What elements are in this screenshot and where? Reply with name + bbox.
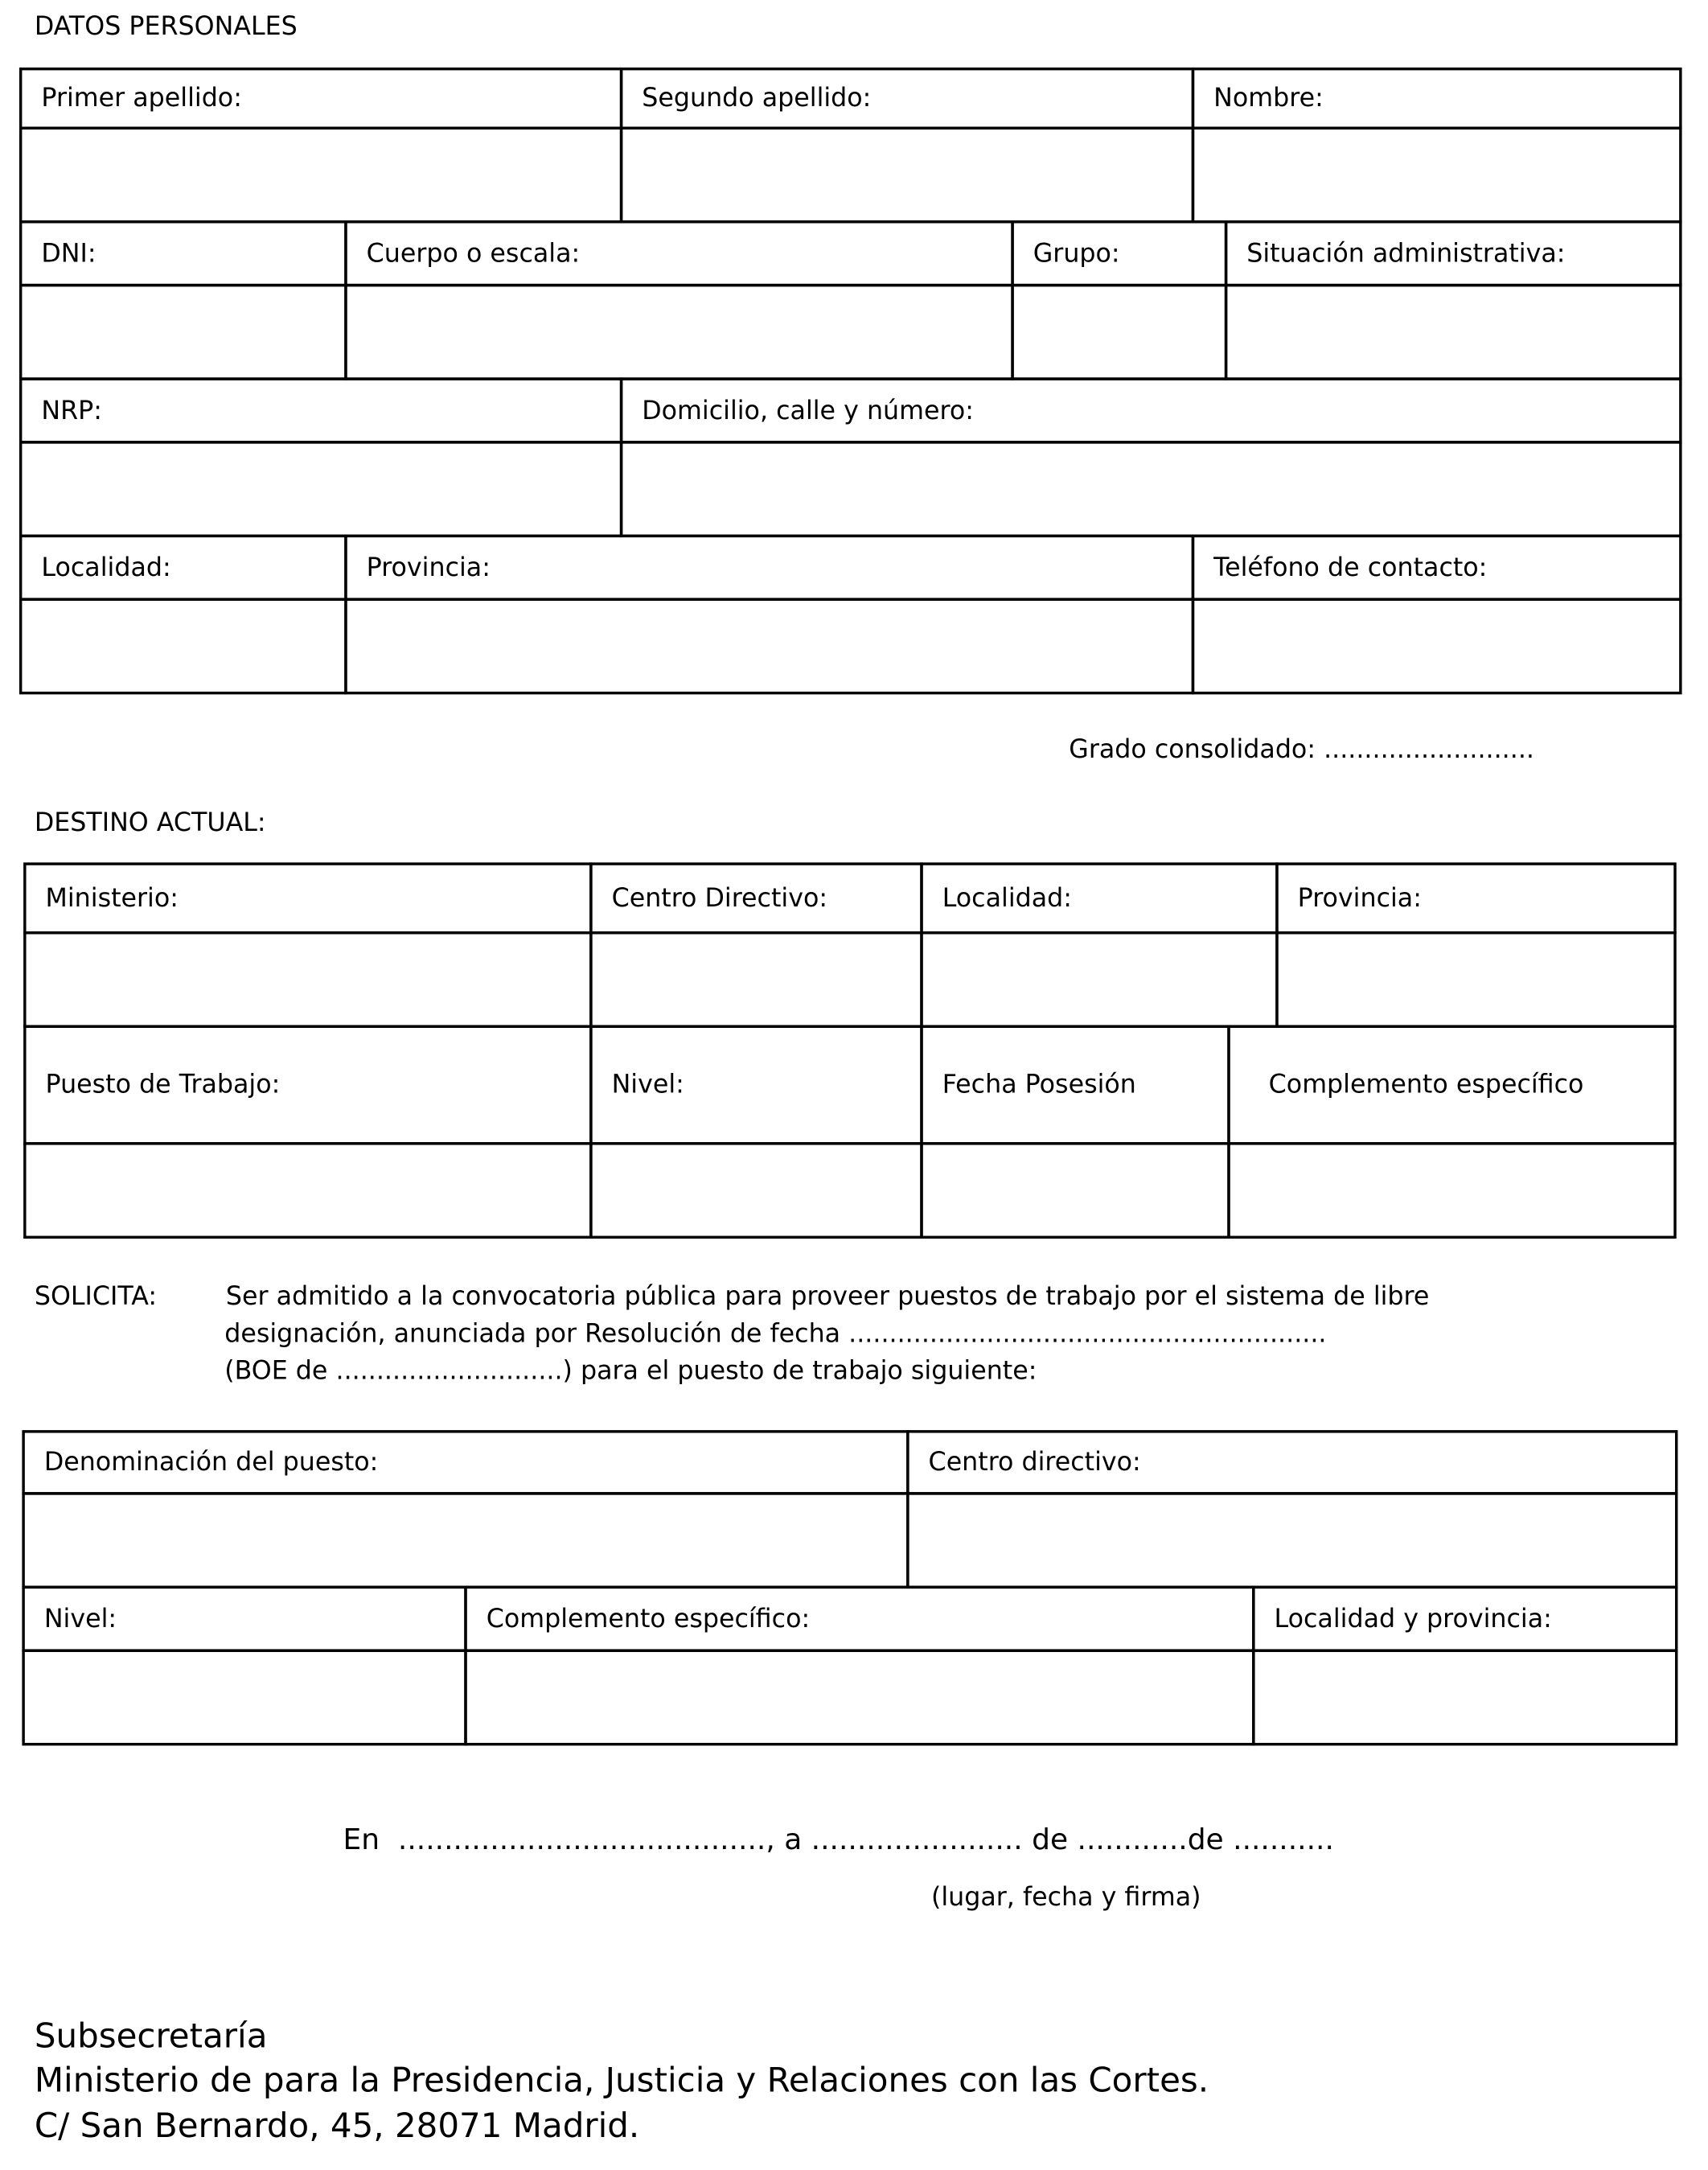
input-nivel-destino[interactable] (589, 1142, 923, 1239)
input-localidad[interactable] (19, 598, 347, 694)
input-centro-solicitado[interactable] (906, 1492, 1677, 1588)
input-grupo[interactable] (1011, 284, 1227, 380)
label-denominacion: Denominación del puesto: (22, 1430, 909, 1495)
input-localidad-destino[interactable] (920, 931, 1278, 1028)
input-domicilio[interactable] (620, 441, 1682, 537)
label-grupo: Grupo: (1011, 220, 1227, 286)
label-fecha-posesion: Fecha Posesión (920, 1025, 1230, 1145)
input-provincia-destino[interactable] (1275, 931, 1676, 1028)
footer-line-3: C/ San Bernardo, 45, 28071 Madrid. (34, 2105, 640, 2146)
input-primer-apellido[interactable] (19, 127, 622, 224)
solicita-line-1: Ser admitido a la convocatoria pública para proveer puestos de trabajo por el sistema de libre (225, 1282, 1430, 1312)
input-centro-directivo[interactable] (589, 931, 923, 1028)
label-segundo-apellido: Segundo apellido: (620, 68, 1194, 129)
label-centro-directivo: Centro Directivo: (589, 862, 923, 934)
label-complemento-solicitado: Complemento específico: (464, 1586, 1254, 1652)
solicita-label: SOLICITA: (34, 1282, 158, 1312)
label-dni: DNI: (19, 220, 347, 286)
label-telefono: Teléfono de contacto: (1192, 535, 1682, 601)
signature-line: En ........................................, a ....................... de ............de ........... (343, 1823, 1334, 1856)
input-puesto-trabajo[interactable] (23, 1142, 592, 1239)
grado-consolidado: Grado consolidado: .......................... (1069, 735, 1534, 765)
input-ministerio[interactable] (23, 931, 592, 1028)
solicita-line-3: (BOE de ............................) para el puesto de trabajo siguiente: (224, 1357, 1037, 1387)
signature-caption: (lugar, fecha y firma) (930, 1883, 1201, 1913)
input-dni[interactable] (19, 284, 347, 380)
label-localidad-destino: Localidad: (920, 862, 1278, 934)
label-cuerpo: Cuerpo o escala: (344, 220, 1014, 286)
solicita-line-2: designación, anunciada por Resolución de fecha ........................................................... (224, 1320, 1327, 1350)
label-nivel-solicitado: Nivel: (22, 1586, 466, 1652)
label-domicilio: Domicilio, calle y número: (620, 377, 1682, 443)
section-title-datos-personales: DATOS PERSONALES (34, 12, 298, 42)
input-fecha-posesion[interactable] (920, 1142, 1230, 1239)
label-nivel-destino: Nivel: (589, 1025, 923, 1145)
label-nombre: Nombre: (1192, 68, 1682, 129)
label-provincia-destino: Provincia: (1275, 862, 1676, 934)
label-situacion: Situación administrativa: (1225, 220, 1682, 286)
input-nombre[interactable] (1192, 127, 1682, 224)
input-denominacion[interactable] (22, 1492, 909, 1588)
footer-line-1: Subsecretaría (34, 2016, 268, 2056)
input-situacion[interactable] (1225, 284, 1682, 380)
input-segundo-apellido[interactable] (620, 127, 1194, 224)
input-localidad-provincia[interactable] (1252, 1649, 1677, 1745)
label-nrp: NRP: (19, 377, 622, 443)
label-ministerio: Ministerio: (23, 862, 592, 934)
input-nivel-solicitado[interactable] (22, 1649, 466, 1745)
input-telefono[interactable] (1192, 598, 1682, 694)
input-complemento-solicitado[interactable] (464, 1649, 1254, 1745)
label-puesto-trabajo: Puesto de Trabajo: (23, 1025, 592, 1145)
label-complemento-destino: Complemento específico (1227, 1025, 1676, 1145)
input-complemento-destino[interactable] (1227, 1142, 1676, 1239)
input-nrp[interactable] (19, 441, 622, 537)
footer-line-2: Ministerio de para la Presidencia, Justicia y Relaciones con las Cortes. (34, 2059, 1209, 2100)
label-provincia: Provincia: (344, 535, 1194, 601)
label-localidad: Localidad: (19, 535, 347, 601)
label-centro-solicitado: Centro directivo: (906, 1430, 1677, 1495)
section-title-destino-actual: DESTINO ACTUAL: (34, 808, 266, 838)
label-localidad-provincia: Localidad y provincia: (1252, 1586, 1677, 1652)
input-provincia[interactable] (344, 598, 1194, 694)
input-cuerpo[interactable] (344, 284, 1014, 380)
label-primer-apellido: Primer apellido: (19, 68, 622, 129)
